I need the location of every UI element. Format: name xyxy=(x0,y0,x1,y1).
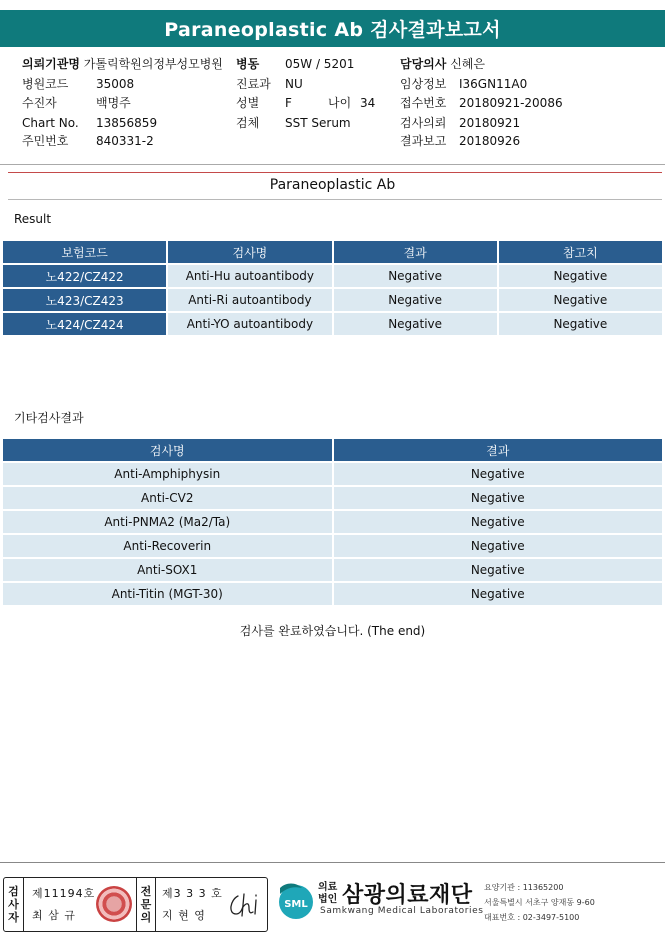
section-divider-bottom xyxy=(8,199,662,200)
report-title: Paraneoplastic Ab 검사결과보고서 xyxy=(0,10,665,47)
test-result: Negative xyxy=(334,583,663,605)
test-name: Anti-Recoverin xyxy=(3,535,332,557)
hospital-code-label: 병원코드 xyxy=(22,77,69,91)
specialist-name: 지 현 영 xyxy=(162,909,206,922)
org-phone: 대표번호 : 02-3497-5100 xyxy=(484,913,580,922)
end-note: 검사를 완료하였습니다. (The end) xyxy=(239,624,426,638)
org-code: 요양기관 : 11365200 xyxy=(484,883,564,892)
test-result: Negative xyxy=(334,487,663,509)
clinical-info-value: I36GN11A0 xyxy=(459,77,528,91)
header-result: 결과 xyxy=(334,241,497,263)
reference-value: Negative xyxy=(499,313,662,335)
test-result: Negative xyxy=(334,511,663,533)
header-test: 검사명 xyxy=(3,439,332,461)
examiner-label: 검 사 자 xyxy=(4,878,24,931)
org-name: 삼광의료재단 xyxy=(342,883,473,908)
header-divider xyxy=(0,164,665,165)
signature-icon xyxy=(226,890,264,920)
hospital-code-value: 35008 xyxy=(96,77,135,91)
accession-value: 20180921-20086 xyxy=(459,96,563,110)
result-table xyxy=(1,239,664,337)
accession-label: 접수번호 xyxy=(400,96,447,110)
doctor-value: 신혜은 xyxy=(450,57,485,71)
id-value: 840331-2 xyxy=(96,134,154,148)
header-result: 결과 xyxy=(334,439,663,461)
other-results-table xyxy=(1,437,664,607)
signature-box xyxy=(3,877,268,932)
specialist-label: 전 문 의 xyxy=(136,878,156,931)
test-result: Negative xyxy=(334,463,663,485)
patient-value: 백명주 xyxy=(96,96,131,110)
sex-value: F xyxy=(285,96,292,110)
test-name: Anti-CV2 xyxy=(3,487,332,509)
org-address: 서울특별시 서초구 양재동 9-60 xyxy=(484,898,595,907)
table-row xyxy=(3,487,662,509)
test-name: Anti-PNMA2 (Ma2/Ta) xyxy=(3,511,332,533)
institution-value: 가톨릭학원의정부성모병원 xyxy=(83,57,223,71)
test-name: Anti-Ri autoantibody xyxy=(168,289,331,311)
header-test: 검사명 xyxy=(168,241,331,263)
test-name: Anti-SOX1 xyxy=(3,559,332,581)
table-row xyxy=(3,535,662,557)
test-result: Negative xyxy=(334,289,497,311)
header-reference: 참고치 xyxy=(499,241,662,263)
reference-value: Negative xyxy=(499,289,662,311)
specimen-value: SST Serum xyxy=(285,116,351,130)
id-label: 주민번호 xyxy=(22,134,69,148)
doctor-label: 담당의사 xyxy=(400,57,447,71)
table-row xyxy=(3,289,662,311)
test-result: Negative xyxy=(334,535,663,557)
clinical-info-label: 임상정보 xyxy=(400,77,447,91)
institution-label: 의뢰기관명 xyxy=(22,57,80,71)
test-result: Negative xyxy=(334,313,497,335)
test-name: Anti-Hu autoantibody xyxy=(168,265,331,287)
table-row xyxy=(3,511,662,533)
report-label: 결과보고 xyxy=(400,134,447,148)
header-code: 보험코드 xyxy=(3,241,166,263)
org-english-name: Samkwang Medical Laboratories xyxy=(320,906,484,916)
dept-value: NU xyxy=(285,77,303,91)
chart-value: 13856859 xyxy=(96,116,158,130)
dept-label: 진료과 xyxy=(236,77,271,91)
section-divider-top xyxy=(8,172,662,173)
examiner-license-no: 제11194호 xyxy=(32,887,96,900)
sml-logo-icon xyxy=(274,880,314,920)
request-label: 검사의뢰 xyxy=(400,116,447,130)
institution-field xyxy=(22,57,223,71)
test-result: Negative xyxy=(334,265,497,287)
other-table-header xyxy=(3,439,662,461)
other-results-label: 기타검사결과 xyxy=(14,411,84,425)
result-label: Result xyxy=(14,212,52,226)
table-row xyxy=(3,265,662,287)
insurance-code: 노424/CZ424 xyxy=(3,313,166,335)
svg-text:SML: SML xyxy=(284,899,308,910)
org-type: 의료 법인 xyxy=(318,882,338,905)
test-name: Anti-Titin (MGT-30) xyxy=(3,583,332,605)
ward-value: 05W / 5201 xyxy=(285,57,355,71)
age-value: 34 xyxy=(360,96,376,110)
insurance-code: 노423/CZ423 xyxy=(3,289,166,311)
patient-label: 수진자 xyxy=(22,96,57,110)
seal-icon xyxy=(96,886,132,922)
footer-divider xyxy=(0,862,665,863)
specialist-license-no: 제3 3 3 호 xyxy=(162,887,223,900)
sex-label: 성별 xyxy=(236,96,260,110)
report-value: 20180926 xyxy=(459,134,521,148)
ward-field xyxy=(236,57,259,71)
chart-label: Chart No. xyxy=(22,116,79,130)
table-row xyxy=(3,313,662,335)
doctor-field xyxy=(400,57,485,71)
insurance-code: 노422/CZ422 xyxy=(3,265,166,287)
test-result: Negative xyxy=(334,559,663,581)
section-title: Paraneoplastic Ab xyxy=(269,177,396,193)
result-table-header xyxy=(3,241,662,263)
ward-label: 병동 xyxy=(236,57,260,71)
request-value: 20180921 xyxy=(459,116,521,130)
table-row xyxy=(3,559,662,581)
examiner-name: 최 삼 규 xyxy=(32,909,76,922)
test-name: Anti-YO autoantibody xyxy=(168,313,331,335)
specimen-label: 검체 xyxy=(236,116,260,130)
age-label: 나이 xyxy=(328,96,352,110)
reference-value: Negative xyxy=(499,265,662,287)
table-row xyxy=(3,583,662,605)
table-row xyxy=(3,463,662,485)
test-name: Anti-Amphiphysin xyxy=(3,463,332,485)
